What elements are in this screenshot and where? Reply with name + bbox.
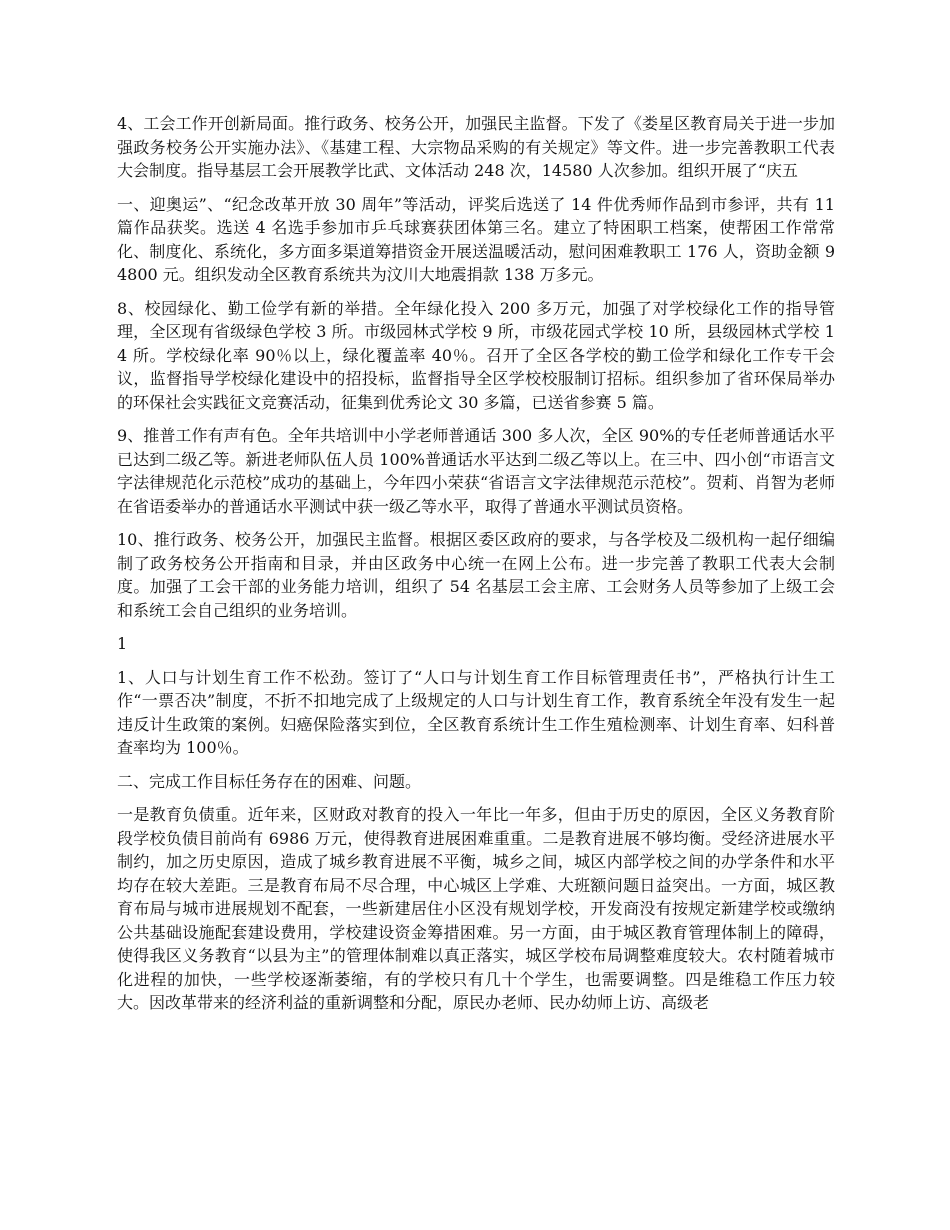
paragraph-affairs-openness: 10、推行政务、校务公开，加强民主监督。根据区委区政府的要求，与各学校及二级机构一起仔细编制了政务校务公开指南和目录，并由区政务中心统一在网上公布。进一步完善了教职工代表大会制度。加强了工会干部的业务能力培训，组织了 54 名基层工会主席、工会财务人员等参加了上级工会和系统工会自己组织的业务培训。 — [117, 530, 835, 620]
document-page — [117, 112, 835, 1025]
section-heading-difficulties: 二、完成工作目标任务存在的困难、问题。 — [117, 771, 422, 791]
page-number: 1 — [117, 634, 128, 653]
paragraph-olympics-activities: 一、迎奥运”、“纪念改革开放 30 周年”等活动，评奖后选送了 14 件优秀师作品到市参评，共有 11 篇作品获奖。选送 4 名选手参加市乒乓球赛获团体第三名。建立了特困职工档案，使帮困工作常常化、制度化、系统化，多方面多渠道筹措资金开展送温暖活动，慰问困难教职工 176 人，资助金额 94800 元。组织发动全区教育系统共为汶川大地震捐款 138 万多元。 — [117, 194, 835, 284]
paragraph-mandarin-promotion: 9、推普工作有声有色。全年共培训中小学老师普通话 300 多人次，全区 90%的专任老师普通话水平已达到二级乙等。新进老师队伍人员 100%普通话水平达到二级乙等以上。在三中、四小创“市语言文字法律规范化示范校”成功的基础上，今年四小荣获“省语言文字法律规范示范校”。贺莉、肖智为老师在省语委举办的普通话水平测试中获一级乙等水平，取得了普通水平测试员资格。 — [117, 426, 835, 516]
paragraph-greening: 8、校园绿化、勤工俭学有新的举措。全年绿化投入 200 多万元，加强了对学校绿化工作的指导管理，全区现有省级绿色学校 3 所。市级园林式学校 9 所，市级花园式学校 10 所，县级园林式学校 14 所。学校绿化率 90％以上，绿化覆盖率 40％。召开了全区各学校的勤工俭学和绿化工作专干会议，监督指导学校绿化建设中的招投标，监督指导全区学校校服制订招标。组织参加了省环保局举办的环保社会实践征文竞赛活动，征集到优秀论文 30 多篇，已送省参赛 5 篇。 — [117, 298, 835, 412]
paragraph-family-planning: 1、人口与计划生育工作不松劲。签订了“人口与计划生育工作目标管理责任书”，严格执行计生工作“一票否决”制度，不折不扣地完成了上级规定的人口与计划生育工作，教育系统全年没有发生一起违反计生政策的案例。妇癌保险落实到位，全区教育系统计生工作生殖检测率、计划生育率、妇科普查率均为 100％。 — [117, 667, 835, 757]
paragraph-difficulties: 一是教育负债重。近年来，区财政对教育的投入一年比一年多，但由于历史的原因，全区义务教育阶段学校负债目前尚有 6986 万元，使得教育进展困难重重。二是教育进展不够均衡。受经济进展水平制约，加之历史原因，造成了城乡教育进展不平衡，城乡之间，城区内部学校之间的办学条件和水平均存在较大差距。三是教育布局不尽合理，中心城区上学难、大班额问题日益突出。一方面，城区教育布局与城市进展规划不配套，一些新建居住小区没有规划学校，开发商没有按规定新建学校或缴纳公共基础设施配套建设费用，学校建设资金筹措困难。另一方面，由于城区教育管理体制上的障碍，使得我区义务教育“以县为主”的管理体制难以真正落实，城区学校布局调整难度较大。农村随着城市化进程的加快，一些学校逐渐萎缩，有的学校只有几十个学生，也需要调整。四是维稳工作压力较大。因改革带来的经济利益的重新调整和分配，原民办老师、民办幼师上访、高级老 — [117, 805, 835, 1012]
paragraph-union-work: 4、工会工作开创新局面。推行政务、校务公开，加强民主监督。下发了《娄星区教育局关于进一步加强政务校务公开实施办法》、《基建工程、大宗物品采购的有关规定》等文件。进一步完善教职工代表大会制度。指导基层工会开展教学比武、文体活动 248 次，14580 人次参加。组织开展了“庆五 — [117, 114, 835, 180]
